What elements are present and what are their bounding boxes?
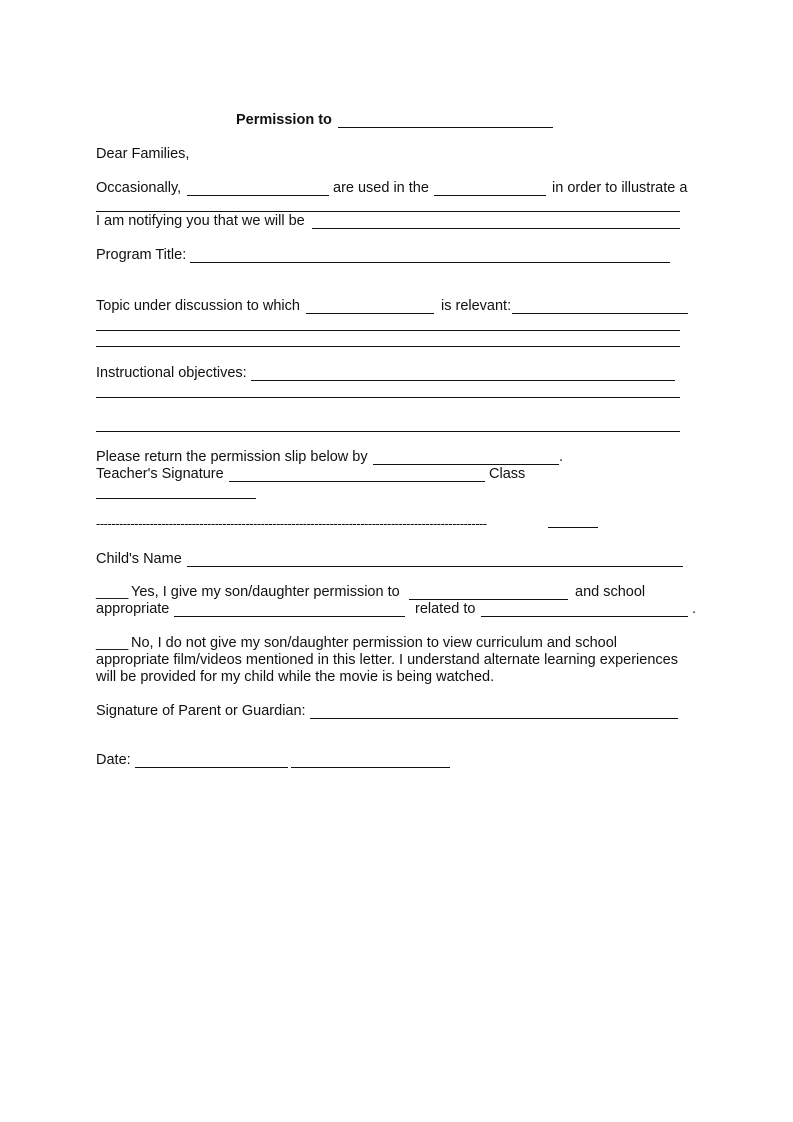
intro-text-2: are used in the [333,180,429,196]
relevant-field-1[interactable] [512,313,688,314]
divider-line [548,527,598,528]
illustrate-field[interactable] [96,211,680,212]
teacher-signature-field[interactable] [229,481,485,482]
date-field-2[interactable] [291,767,450,768]
child-name-field[interactable] [187,566,683,567]
return-slip-text: Please return the permission slip below by [96,449,368,465]
parent-signature-field[interactable] [310,718,678,719]
objectives-field-2[interactable] [96,397,680,398]
yes-permission-field[interactable] [409,599,568,600]
program-title-label: Program Title: [96,247,187,263]
no-checkbox-blank[interactable]: ____ [96,635,129,651]
context-field[interactable] [434,195,546,196]
yes-checkbox-blank[interactable]: ____ [96,584,129,600]
notify-text: I am notifying you that we will be [96,213,305,229]
class-label: Class [489,466,526,482]
topic-field[interactable] [306,313,434,314]
permission-to-field[interactable] [338,127,553,128]
relevant-label: is relevant: [441,298,512,314]
no-option-line-1: No, I do not give my son/daughter permission to view curriculum and school [131,635,617,651]
parent-signature-label: Signature of Parent or Guardian: [96,703,306,719]
cut-divider: ------------------------------------------------------------------------------------------------------ [96,516,487,531]
objectives-field-1[interactable] [251,380,675,381]
class-field[interactable] [96,498,256,499]
teacher-signature-label: Teacher's Signature [96,466,224,482]
objectives-label: Instructional objectives: [96,365,247,381]
topic-label: Topic under discussion to which [96,298,300,314]
relevant-field-2[interactable] [96,330,680,331]
yes-appropriate-field[interactable] [174,616,405,617]
form-title: Permission to [236,112,332,128]
yes-appropriate: appropriate [96,601,170,617]
greeting: Dear Families, [96,146,190,162]
media-type-field[interactable] [187,195,329,196]
notify-field[interactable] [312,228,680,229]
date-field[interactable] [135,767,288,768]
no-option-line-2: appropriate film/videos mentioned in this letter. I understand alternate learning experiences [96,652,678,668]
return-date-field[interactable] [373,464,559,465]
yes-and-school: and school [575,584,646,600]
intro-text-1: Occasionally, [96,180,182,196]
date-label: Date: [96,752,131,768]
intro-text-3: in order to illustrate a [552,180,688,196]
yes-related-to: related to [415,601,476,617]
yes-option-text: Yes, I give my son/daughter permission to [131,584,400,600]
no-option-line-3: will be provided for my child while the movie is being watched. [96,669,495,685]
yes-related-field[interactable] [481,616,688,617]
return-slip-period: . [559,449,564,465]
program-title-field[interactable] [190,262,670,263]
relevant-field-3[interactable] [96,346,680,347]
yes-period: . [692,601,697,617]
child-name-label: Child's Name [96,551,182,567]
objectives-field-3[interactable] [96,431,680,432]
